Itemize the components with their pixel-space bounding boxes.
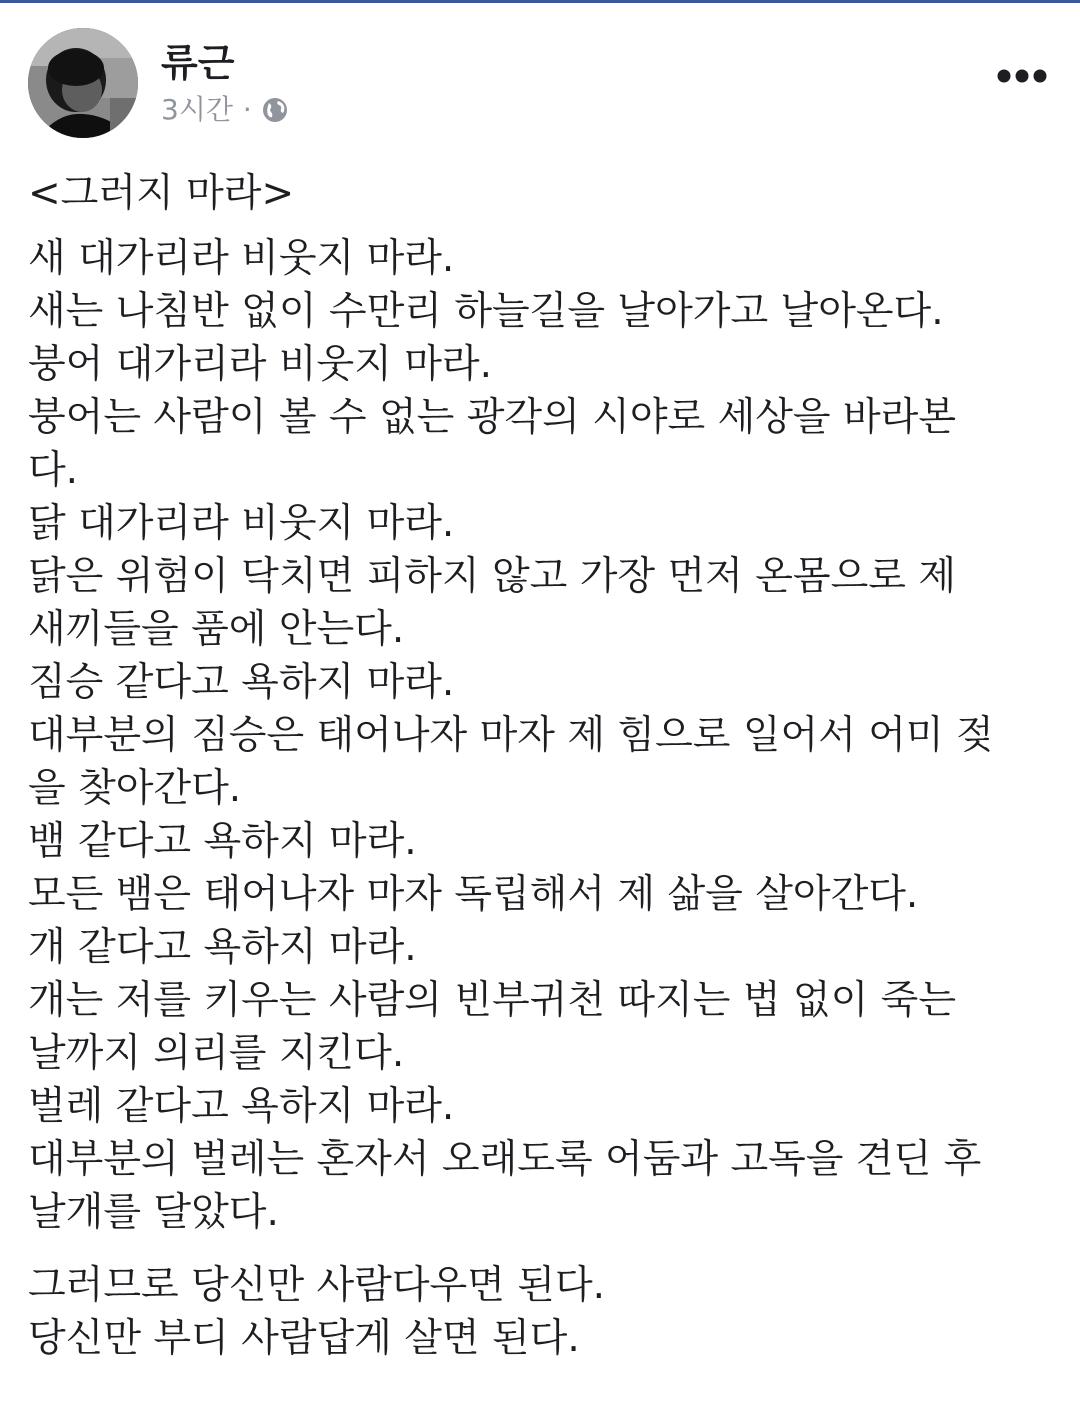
poem-line: 짐승 같다고 욕하지 마라. bbox=[28, 660, 455, 705]
closing-line: 그러므로 당신만 사람다우면 된다. bbox=[28, 1263, 606, 1308]
post-meta bbox=[161, 92, 288, 128]
top-accent-bar bbox=[0, 0, 1080, 3]
poem-line: 벌레 같다고 욕하지 마라. bbox=[28, 1084, 455, 1129]
poem-line: 닭은 위험이 닥치면 피하지 않고 가장 먼저 온몸으로 제 bbox=[28, 554, 957, 599]
post-body bbox=[28, 167, 1058, 1365]
post-title: <그러지 마라> bbox=[28, 171, 295, 216]
poem-line: 새 대가리라 비웃지 마라. bbox=[28, 236, 455, 281]
poem-line: 을 찾아간다. bbox=[28, 766, 242, 811]
post-title-paragraph bbox=[28, 167, 1058, 220]
poem-line: 대부분의 벌레는 혼자서 오래도록 어둠과 고독을 견딘 후 bbox=[28, 1137, 982, 1182]
post-timestamp[interactable]: 3시간 bbox=[161, 93, 233, 126]
poem-line: 뱀 같다고 욕하지 마라. bbox=[28, 819, 417, 864]
more-options-icon bbox=[996, 60, 1048, 92]
poem-line: 다. bbox=[28, 448, 79, 493]
poem-line: 새끼들을 품에 안는다. bbox=[28, 607, 405, 652]
poem-line: 붕어 대가리라 비웃지 마라. bbox=[28, 342, 493, 387]
poem-line: 날까지 의리를 지킨다. bbox=[28, 1031, 405, 1076]
poem-line: 붕어는 사람이 볼 수 없는 광각의 시야로 세상을 바라본 bbox=[28, 395, 957, 440]
globe-icon[interactable] bbox=[262, 97, 288, 123]
closing-line: 당신만 부디 사람답게 살면 된다. bbox=[28, 1316, 580, 1361]
poem-line: 모든 뱀은 태어나자 마자 독립해서 제 삶을 살아간다. bbox=[28, 872, 919, 917]
avatar-image bbox=[28, 28, 138, 138]
poem-line: 개 같다고 욕하지 마라. bbox=[28, 925, 417, 970]
poem-paragraph bbox=[28, 232, 1058, 1239]
poem-line: 날개를 달았다. bbox=[28, 1190, 279, 1235]
poem-line: 대부분의 짐승은 태어나자 마자 제 힘으로 일어서 어미 젖 bbox=[28, 713, 994, 758]
closing-paragraph bbox=[28, 1259, 1058, 1365]
more-options-button[interactable] bbox=[996, 60, 1048, 92]
avatar[interactable] bbox=[28, 28, 138, 138]
meta-separator: · bbox=[242, 93, 252, 126]
poem-line: 새는 나침반 없이 수만리 하늘길을 날아가고 날아온다. bbox=[28, 289, 944, 334]
post-header bbox=[28, 26, 1052, 138]
author-name[interactable]: 류근 bbox=[161, 41, 235, 85]
poem-line: 개는 저를 키우는 사람의 빈부귀천 따지는 법 없이 죽는 bbox=[28, 978, 957, 1023]
poem-line: 닭 대가리라 비웃지 마라. bbox=[28, 501, 455, 546]
